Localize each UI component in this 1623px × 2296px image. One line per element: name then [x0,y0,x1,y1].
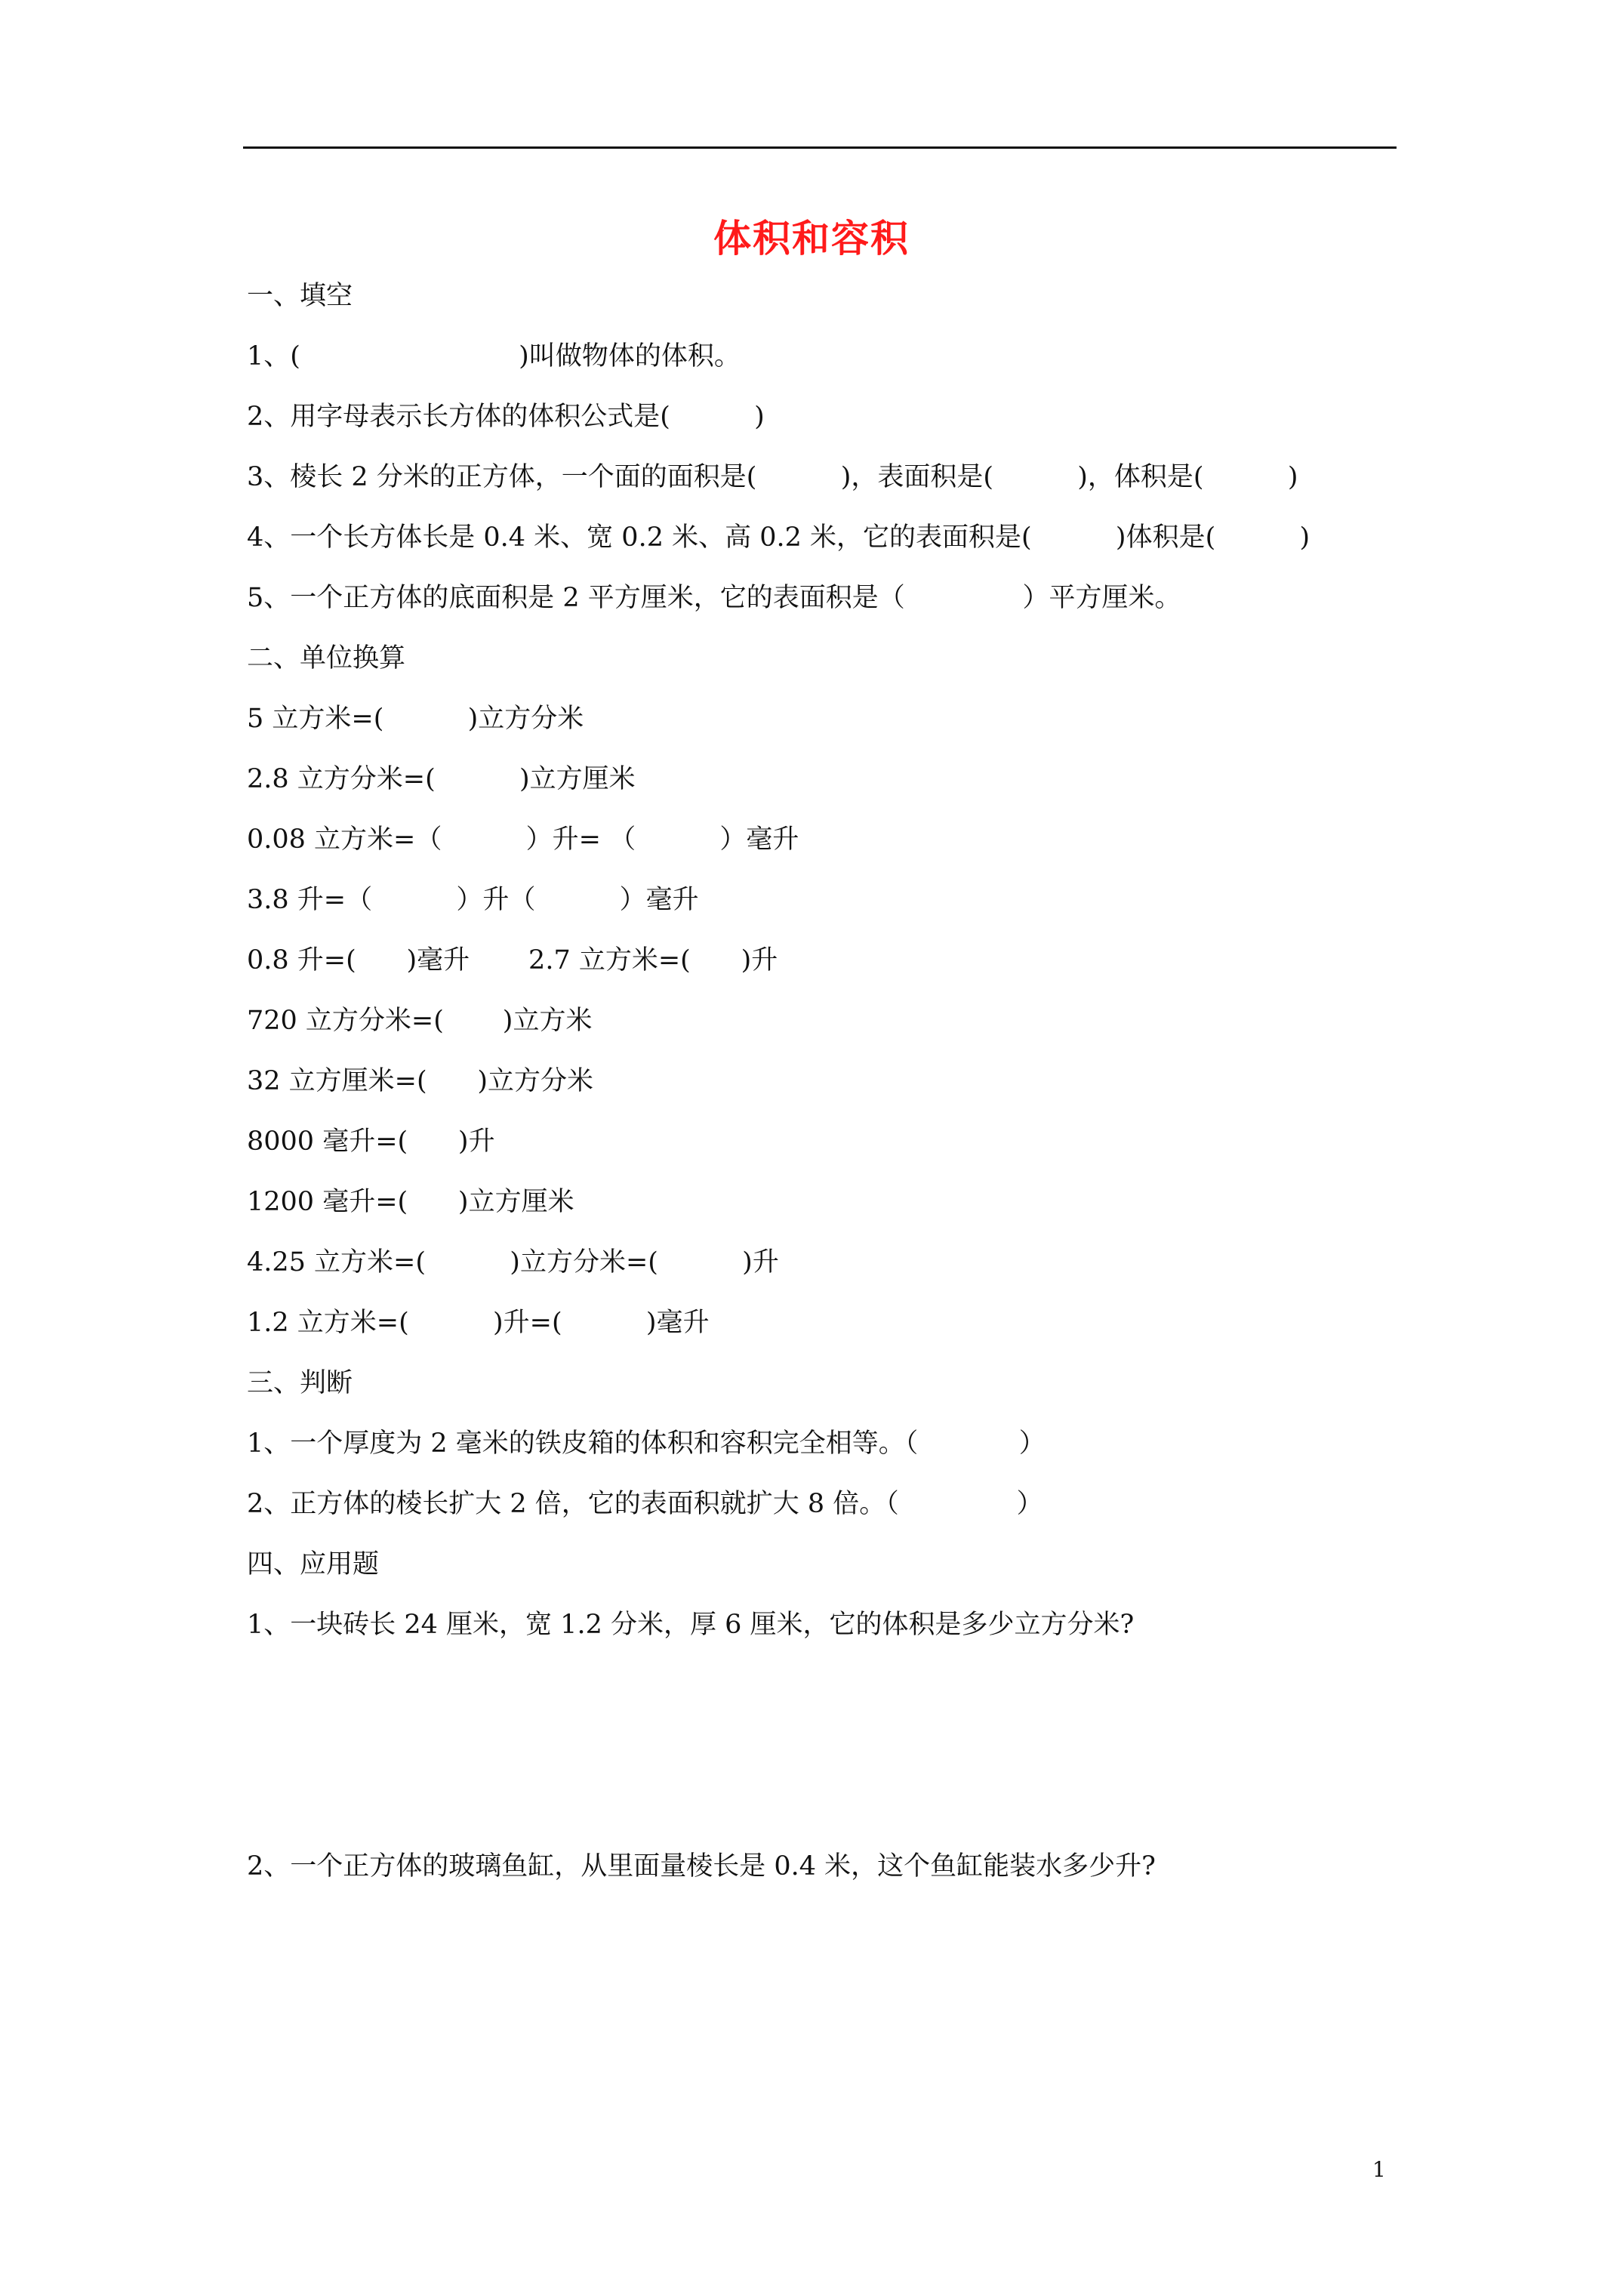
conversion-item-10: 4.25 立方米=( )立方分米=( )升 [247,1247,779,1277]
header-rule [243,146,1397,149]
fill-in-question-4: 4、一个长方体长是 0.4 米、宽 0.2 米、高 0.2 米，它的表面积是( )体积是( ) [247,522,1310,553]
conversion-item-5: 0.8 升=( )毫升 2.7 立方米=( )升 [247,945,778,975]
section-heading-fill-in: 一、填空 [247,281,353,311]
conversion-item-2: 2.8 立方分米=( )立方厘米 [247,764,636,794]
section-heading-judgement: 三、判断 [247,1368,353,1398]
page-number: 1 [1372,2157,1386,2182]
conversion-item-8: 8000 毫升=( )升 [247,1126,495,1157]
application-question-2: 2、一个正方体的玻璃鱼缸，从里面量棱长是 0.4 米，这个鱼缸能装水多少升? [247,1851,1156,1881]
judgement-question-1: 1、一个厚度为 2 毫米的铁皮箱的体积和容积完全相等。（ ） [247,1428,1046,1459]
page-title: 体积和容积 [713,216,910,260]
conversion-item-4: 3.8 升=（ ）升（ ）毫升 [247,885,699,915]
section-heading-unit-conversion: 二、单位换算 [247,643,406,673]
application-question-1: 1、一块砖长 24 厘米，宽 1.2 分米，厚 6 厘米，它的体积是多少立方分米? [247,1610,1135,1640]
conversion-item-11: 1.2 立方米=( )升=( )毫升 [247,1308,710,1338]
judgement-question-2: 2、正方体的棱长扩大 2 倍，它的表面积就扩大 8 倍。（ ） [247,1489,1043,1519]
conversion-item-9: 1200 毫升=( )立方厘米 [247,1187,574,1217]
conversion-item-3: 0.08 立方米=（ ）升= （ ）毫升 [247,824,799,855]
conversion-item-7: 32 立方厘米=( )立方分米 [247,1066,594,1096]
conversion-item-1: 5 立方米=( )立方分米 [247,704,584,734]
conversion-item-6: 720 立方分米=( )立方米 [247,1006,593,1036]
fill-in-question-3: 3、棱长 2 分米的正方体，一个面的面积是( )，表面积是( )，体积是( ) [247,462,1298,492]
section-heading-application: 四、应用题 [247,1549,380,1579]
fill-in-question-5: 5、一个正方体的底面积是 2 平方厘米，它的表面积是（ ）平方厘米。 [247,583,1181,613]
fill-in-question-1: 1、( )叫做物体的体积。 [247,341,741,371]
fill-in-question-2: 2、用字母表示长方体的体积公式是( ) [247,402,765,432]
